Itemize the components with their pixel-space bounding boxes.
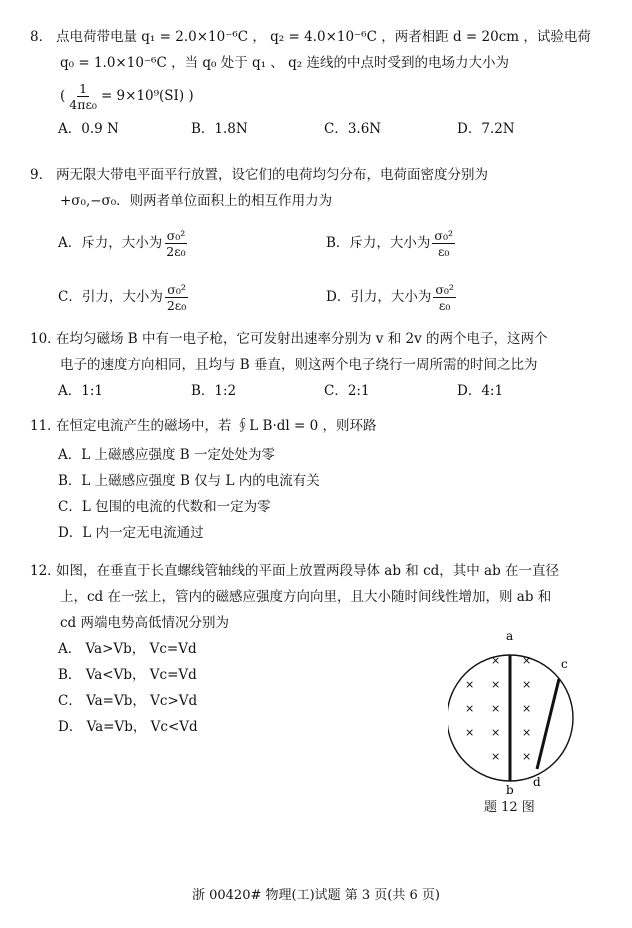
option-c: C． Va=Vb， Vc>Vd xyxy=(58,693,198,709)
question-number: 10． xyxy=(30,331,61,347)
question-text-line2: +σ₀,−σ₀．则两者单位面积上的相互作用力为 xyxy=(60,193,333,209)
constant-expression: ( $\frac{1}{\text{4πε₀}}$ = 9×10⁹(SI) ) xyxy=(60,80,194,112)
option-b: B．斥力，大小为 $\frac{\text{σ₀²}}{\text{ε₀}}$ xyxy=(326,227,453,259)
question-text-line3: cd 两端电势高低情况分别为 xyxy=(60,615,229,631)
cross-mark: × xyxy=(465,726,475,739)
option-d: D．7.2N xyxy=(457,121,515,137)
question-number: 9． xyxy=(30,167,53,183)
option-d: D．引力，大小为 $\frac{\text{σ₀²}}{\text{ε₀}}$ xyxy=(326,281,454,313)
page-footer: 浙 00420# 物理(工)试题 第 3 页(共 6 页) xyxy=(191,888,440,903)
option-b: B． Va<Vb， Vc=Vd xyxy=(58,667,197,683)
option-b: B．1:2 xyxy=(191,383,237,399)
question-number: 12． xyxy=(30,563,61,579)
cross-mark: × xyxy=(522,654,532,667)
label-a: a xyxy=(506,629,514,643)
cross-mark: × xyxy=(491,750,501,763)
magnetic-field-crosses xyxy=(465,654,531,763)
conductor-cd xyxy=(537,679,559,769)
answer-options-row1 xyxy=(30,220,618,266)
cross-mark: × xyxy=(491,726,501,739)
option-a: A．L 上磁感应强度 B 一定处处为零 xyxy=(58,447,276,463)
cross-mark: × xyxy=(522,678,532,691)
question-number: 8． xyxy=(30,29,53,45)
question-text-line1: 在均匀磁场 B 中有一电子枪，它可发射出速率分别为 v 和 2v 的两个电子，这两个 xyxy=(56,331,548,347)
cross-mark: × xyxy=(522,702,532,715)
question-text-line1: 在恒定电流产生的磁场中，若 ∮L B·dl = 0 ，则环路 xyxy=(56,418,377,434)
cross-mark: × xyxy=(465,678,475,691)
answer-options xyxy=(30,116,618,142)
question-text-line2: 电子的速度方向相同，且均与 B 垂直，则这两个电子绕行一周所需的时间之比为 xyxy=(60,357,538,373)
option-b: B．1.8N xyxy=(191,121,248,137)
option-c: C．3.6N xyxy=(324,121,382,137)
cross-mark: × xyxy=(491,702,501,715)
question-8 xyxy=(30,24,618,142)
answer-options-row2 xyxy=(30,274,618,320)
option-c: C．2:1 xyxy=(324,383,370,399)
question-number: 11． xyxy=(30,418,61,434)
option-a: A． Va>Vb， Vc=Vd xyxy=(58,641,197,657)
question-11 xyxy=(30,410,618,546)
question-9 xyxy=(30,162,618,320)
constant-fraction: $\frac{1}{\text{4πε₀}}$ xyxy=(69,80,97,112)
figure-caption: 题 12 图 xyxy=(484,800,535,815)
option-d: D． Va=Vb， Vc<Vd xyxy=(58,719,198,735)
cross-mark: × xyxy=(465,702,475,715)
option-a: A．斥力，大小为 $\frac{\text{σ₀²}}{\text{2ε₀}}$ xyxy=(58,227,186,259)
answer-options xyxy=(30,378,618,404)
option-a: A．1:1 xyxy=(58,383,103,399)
question-text-line1: 两无限大带电平面平行放置，设它们的电荷均匀分布，电荷面密度分别为 xyxy=(56,167,488,183)
question-text-line2: q₀ = 1.0×10⁻⁶C ，当 q₀ 处于 q₁ 、 q₂ 连线的中点时受到的电场力大小为 xyxy=(60,55,509,71)
label-b: b xyxy=(506,783,514,797)
question-text-line2: 上，cd 在一弦上，管内的磁感应强度方向向里，且大小随时间线性增加，则 ab 和 xyxy=(60,589,552,605)
option-a: A．0.9 N xyxy=(58,121,119,137)
cross-mark: × xyxy=(491,654,501,667)
cross-mark: × xyxy=(491,678,501,691)
cross-mark: × xyxy=(522,726,532,739)
option-c: C．引力，大小为 $\frac{\text{σ₀²}}{\text{2ε₀}}$ xyxy=(58,281,187,313)
question-text-line1: 点电荷带电量 q₁ = 2.0×10⁻⁶C ， q₂ = 4.0×10⁻⁶C ，两者相距 d = 20cm ，试验电荷 xyxy=(56,29,591,45)
cross-mark: × xyxy=(522,750,532,763)
option-c: C．L 包围的电流的代数和一定为零 xyxy=(58,499,271,515)
question-10 xyxy=(30,326,618,404)
option-b: B．L 上磁感应强度 B 仅与 L 内的电流有关 xyxy=(58,473,320,489)
option-d: D．L 内一定无电流通过 xyxy=(58,525,204,541)
question-text-line1: 如图，在垂直于长直螺线管轴线的平面上放置两段导体 ab 和 cd，其中 ab 在一直径 xyxy=(56,563,560,579)
option-d: D．4:1 xyxy=(457,383,504,399)
label-d: d xyxy=(533,775,541,789)
solenoid-cross-section-diagram xyxy=(448,628,588,798)
label-c: c xyxy=(561,657,568,671)
